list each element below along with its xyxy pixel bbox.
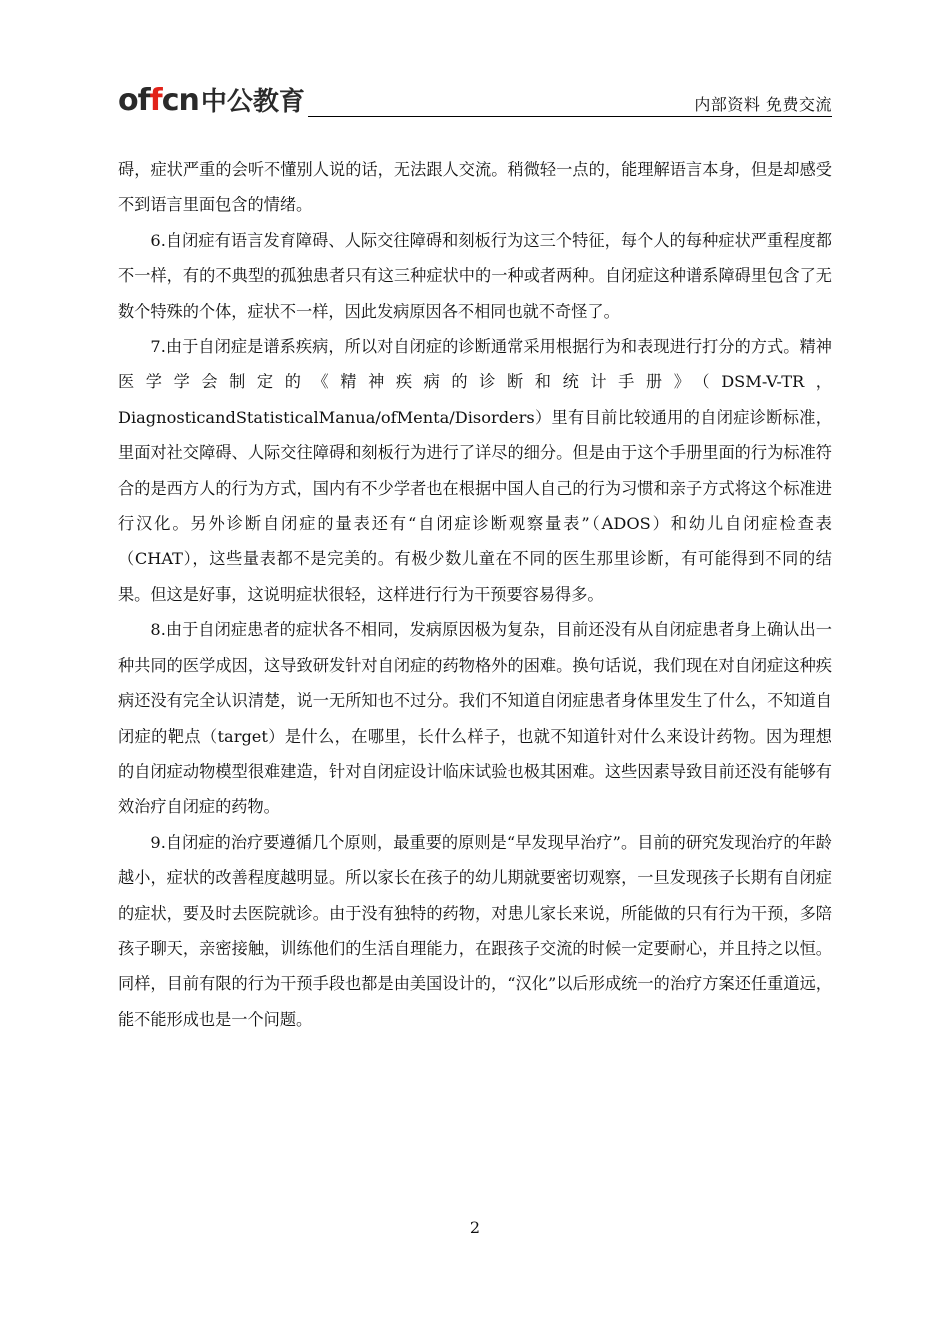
logo-wordmark <box>118 83 199 118</box>
offcn-logo <box>118 84 305 116</box>
paragraph-item-6: 6.自闭症有语言发育障碍、人际交往障碍和刻板行为这三个特征，每个人的每种症状严重程度都不一样，有的不典型的孤独患者只有这三种症状中的一种或者两种。自闭症这种谱系障碍里包含了无数个特殊的个体，症状不一样，因此发病原因各不相同也就不奇怪了。 <box>118 230 832 321</box>
paragraph-item-7: 7.由于自闭症是谱系疾病，所以对自闭症的诊断通常采用根据行为和表现进行打分的方式。精神医学学会制定的《精神疾病的诊断和统计手册》（DSM-V-TR，DiagnosticandStatisticalManua/ofMenta/Disorders）里有目前比较通用的自闭症诊断标准，里面对社交障碍、人际交往障碍和刻板行为进行了详尽的细分。但是由于这个手册里面的行为标准符合的是西方人的行为方式，国内有不少学者也在根据中国人自己的行为习惯和亲子方式将这个标准进行汉化。另外诊断自闭症的量表还有“自闭症诊断观察量表”（ADOS）和幼儿自闭症检查表（CHAT），这些量表都不是完美的。有极少数儿童在不同的医生那里诊断，有可能得到不同的结果。但这是好事，这说明症状很轻，这样进行行为干预要容易得多。 <box>118 337 832 604</box>
paragraph-continued: 碍，症状严重的会听不懂别人说的话，无法跟人交流。稍微轻一点的，能理解语言本身，但是却感受不到语言里面包含的情绪。 <box>118 160 832 215</box>
paragraph-item-8: 8.由于自闭症患者的症状各不相同，发病原因极为复杂，目前还没有从自闭症患者身上确认出一种共同的医学成因，这导致研发针对自闭症的药物格外的困难。换句话说，我们现在对自闭症这种疾病还没有完全认识清楚，说一无所知也不过分。我们不知道自闭症患者身体里发生了什么，不知道自闭症的靶点（target）是什么，在哪里，长什么样子，也就不知道针对什么来设计药物。因为理想的自闭症动物模型很难建造，针对自闭症设计临床试验也极其困难。这些因素导致目前还没有能够有效治疗自闭症的药物。 <box>118 620 832 817</box>
page-number: 2 <box>469 1218 481 1237</box>
header-divider <box>308 116 832 117</box>
document-body <box>118 152 832 1037</box>
header-note: 内部资料 免费交流 <box>694 95 832 114</box>
page-header <box>118 84 832 118</box>
logo-wordmark-suffix: cn <box>161 83 199 118</box>
logo-wordmark-accent: f <box>149 83 162 118</box>
logo-wordmark-prefix: of <box>118 83 150 118</box>
logo-chinese-name: 中公教育 <box>200 87 305 117</box>
paragraph-item-9: 9.自闭症的治疗要遵循几个原则，最重要的原则是“早发现早治疗”。目前的研究发现治疗的年龄越小，症状的改善程度越明显。所以家长在孩子的幼儿期就要密切观察，一旦发现孩子长期有自闭症的症状，要及时去医院就诊。由于没有独特的药物，对患儿家长来说，所能做的只有行为干预，多陪孩子聊天，亲密接触，训练他们的生活自理能力，在跟孩子交流的时候一定要耐心，并且持之以恒。同样，目前有限的行为干预手段也都是由美国设计的，“汉化”以后形成统一的治疗方案还任重道远，能不能形成也是一个问题。 <box>118 832 832 1029</box>
